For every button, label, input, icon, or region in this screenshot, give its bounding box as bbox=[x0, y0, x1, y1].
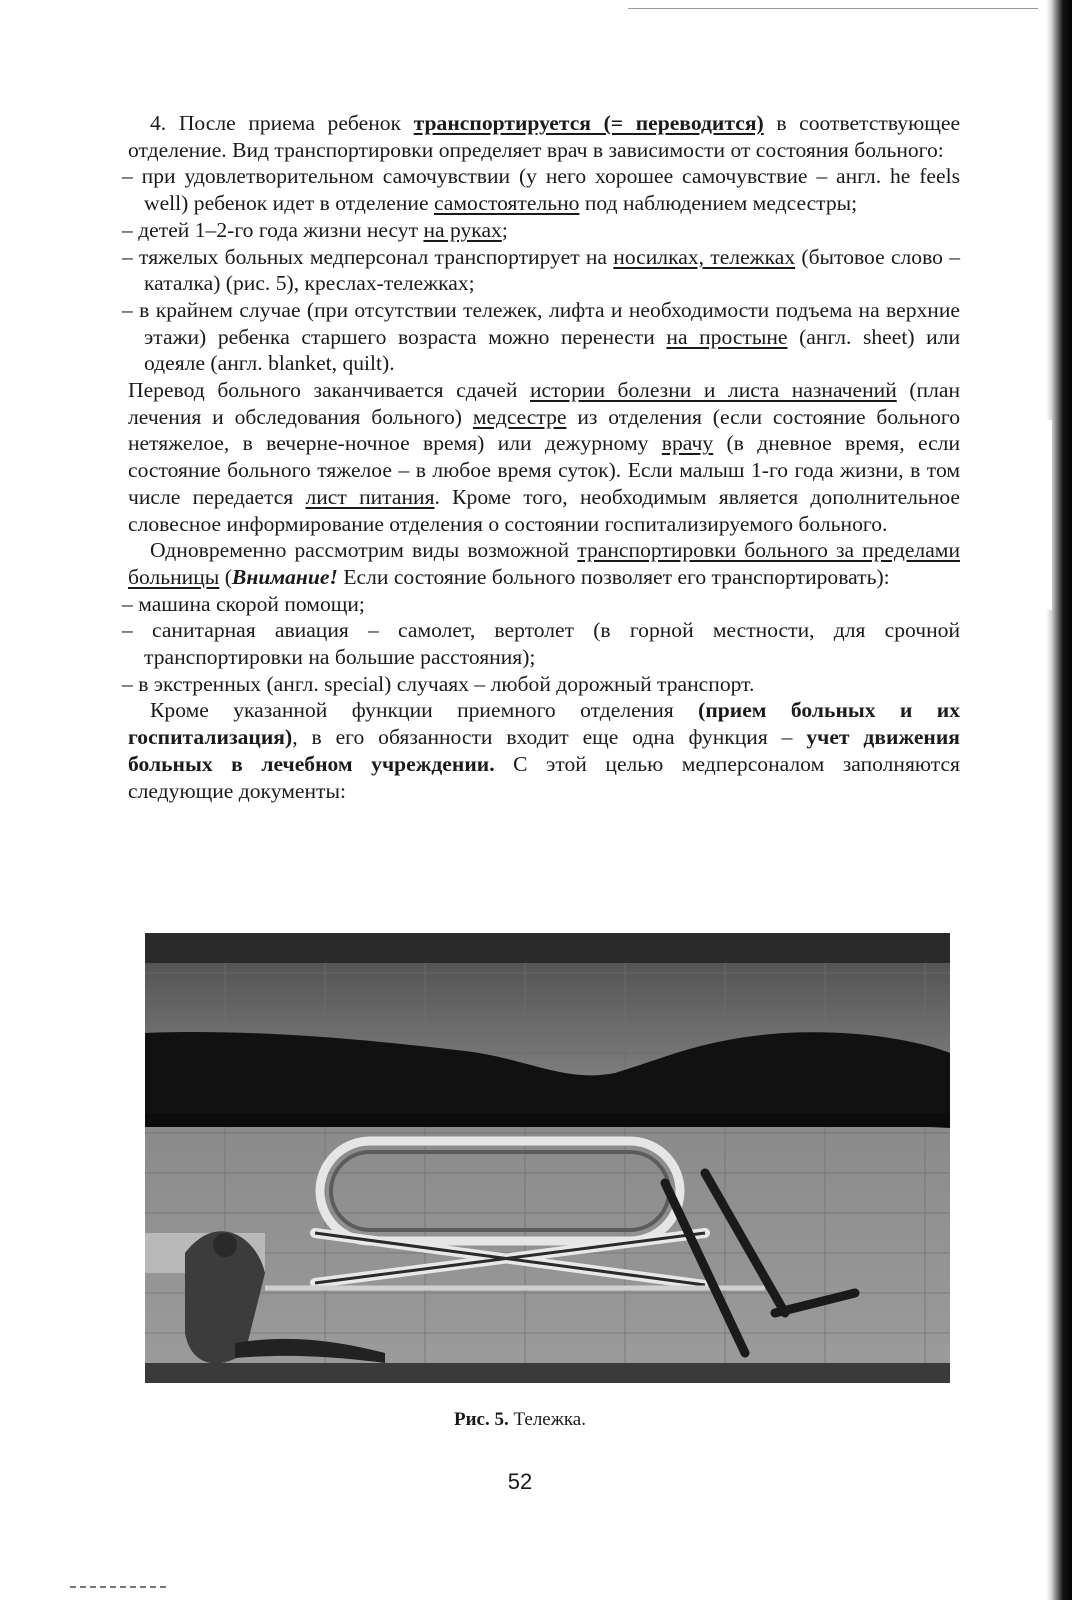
item-number: 4. bbox=[150, 111, 167, 135]
body-text bbox=[122, 110, 961, 804]
list-item: – санитарная авиация – самолет, вертолет (в горной местности, для срочной транспортировки на большие расстояния); bbox=[122, 618, 960, 670]
text-run: . Кроме того, необходимым является дополнительное словесное информирование отделения о состоянии госпитализируемого больного. bbox=[128, 484, 960, 536]
term-patient-movement: учет движения больных в лечебном учреждении. bbox=[128, 725, 960, 776]
text-run: Кроме указанной функции приемного отделения bbox=[150, 698, 674, 723]
term-outside-transport: транспортировки больного за пределами больницы bbox=[128, 538, 961, 589]
stretcher-photo bbox=[145, 933, 950, 1383]
term-medical-history: истории болезни и листа назначений bbox=[530, 378, 897, 403]
term-doctor: врачу bbox=[661, 431, 714, 456]
list-item bbox=[122, 297, 960, 377]
text-run: С этой целью медперсоналом заполняются следующие документы: bbox=[128, 751, 960, 803]
text-run: – детей 1–2-го года жизни несут bbox=[122, 217, 419, 242]
text-run: – тяжелых больных медперсонал транспортирует на bbox=[122, 244, 608, 269]
text-run: Если состояние больного позволяет его транспортировать): bbox=[343, 564, 890, 589]
text-run: (в дневное время, если состояние больного тяжелое – в любое время суток). Если малыш 1-го года жизни, в том числе передается bbox=[128, 431, 961, 509]
scan-edge-notch bbox=[1044, 420, 1052, 610]
list-item: – машина скорой помощи; bbox=[122, 591, 365, 616]
attention-label: Внимание! bbox=[231, 564, 338, 589]
paragraph-handover bbox=[128, 377, 960, 537]
term-feeding-sheet: лист питания bbox=[305, 484, 435, 509]
text-run: Перевод больного заканчивается сдачей bbox=[128, 378, 518, 403]
term-nurse: медсестре bbox=[472, 404, 567, 429]
text-run: , в его обязанности входит еще одна функция – bbox=[292, 725, 793, 750]
text-run: под наблюдением медсестры; bbox=[584, 191, 858, 216]
text-run: ; bbox=[501, 217, 508, 242]
figure-title: Тележка. bbox=[513, 1409, 586, 1430]
stretcher-illustration bbox=[145, 933, 950, 1383]
scan-artifact bbox=[70, 1586, 170, 1588]
text-run: (бытовое слово – каталка) (рис. 5), креслах-тележках; bbox=[144, 244, 960, 296]
list-item bbox=[122, 163, 960, 216]
text-run: – при удовлетворительном самочувствии (у него хорошее самочувствие – англ. he feels well) ребенок идет в отделение bbox=[122, 164, 960, 216]
list-item bbox=[122, 244, 960, 297]
list-item: – в экстренных (англ. special) случаях – любой дорожный транспорт. bbox=[122, 671, 755, 696]
term-admission: (прием больных и их госпитализация) bbox=[128, 698, 960, 750]
text-run: в соответствующее отделение. Вид транспортировки определяет врач в зависимости от состояния больного: bbox=[128, 111, 961, 162]
text-run: (план лечения и обследования больного) bbox=[128, 378, 961, 429]
paragraph-patient-tracking bbox=[128, 697, 960, 804]
text-run: Одновременно рассмотрим виды возможной bbox=[150, 538, 570, 563]
list-item bbox=[122, 217, 960, 244]
figure-caption bbox=[0, 1409, 1040, 1431]
term-in-arms: на руках bbox=[423, 217, 502, 242]
paragraph-transport bbox=[128, 110, 960, 163]
text-run: из отделения (если состояние больного нетяжелое, в вечерне-ночное время) или дежурному bbox=[128, 404, 961, 456]
text-run: После приема ребенок bbox=[178, 111, 402, 135]
term-stretchers: носилках, тележках bbox=[613, 244, 796, 269]
scan-edge-shadow bbox=[1046, 0, 1072, 1600]
text-run: – в крайнем случае (при отсутствии тележек, лифта и необходимости подъема на верхние этажи) ребенка старшего возраста можно перенести bbox=[122, 297, 960, 349]
term-transported: транспортируется (= переводится) bbox=[413, 111, 764, 135]
text-run: ( bbox=[224, 564, 232, 589]
page-number: 52 bbox=[507, 1469, 533, 1494]
top-rule bbox=[628, 8, 1038, 9]
figure-number: Рис. 5. bbox=[454, 1409, 509, 1430]
text-run: (англ. sheet) или одеяле (англ. blanket, quilt). bbox=[144, 324, 961, 376]
term-on-sheet: на простыне bbox=[666, 324, 788, 349]
paragraph-outside-transport bbox=[128, 537, 960, 590]
term-independently: самостоятельно bbox=[433, 191, 580, 216]
